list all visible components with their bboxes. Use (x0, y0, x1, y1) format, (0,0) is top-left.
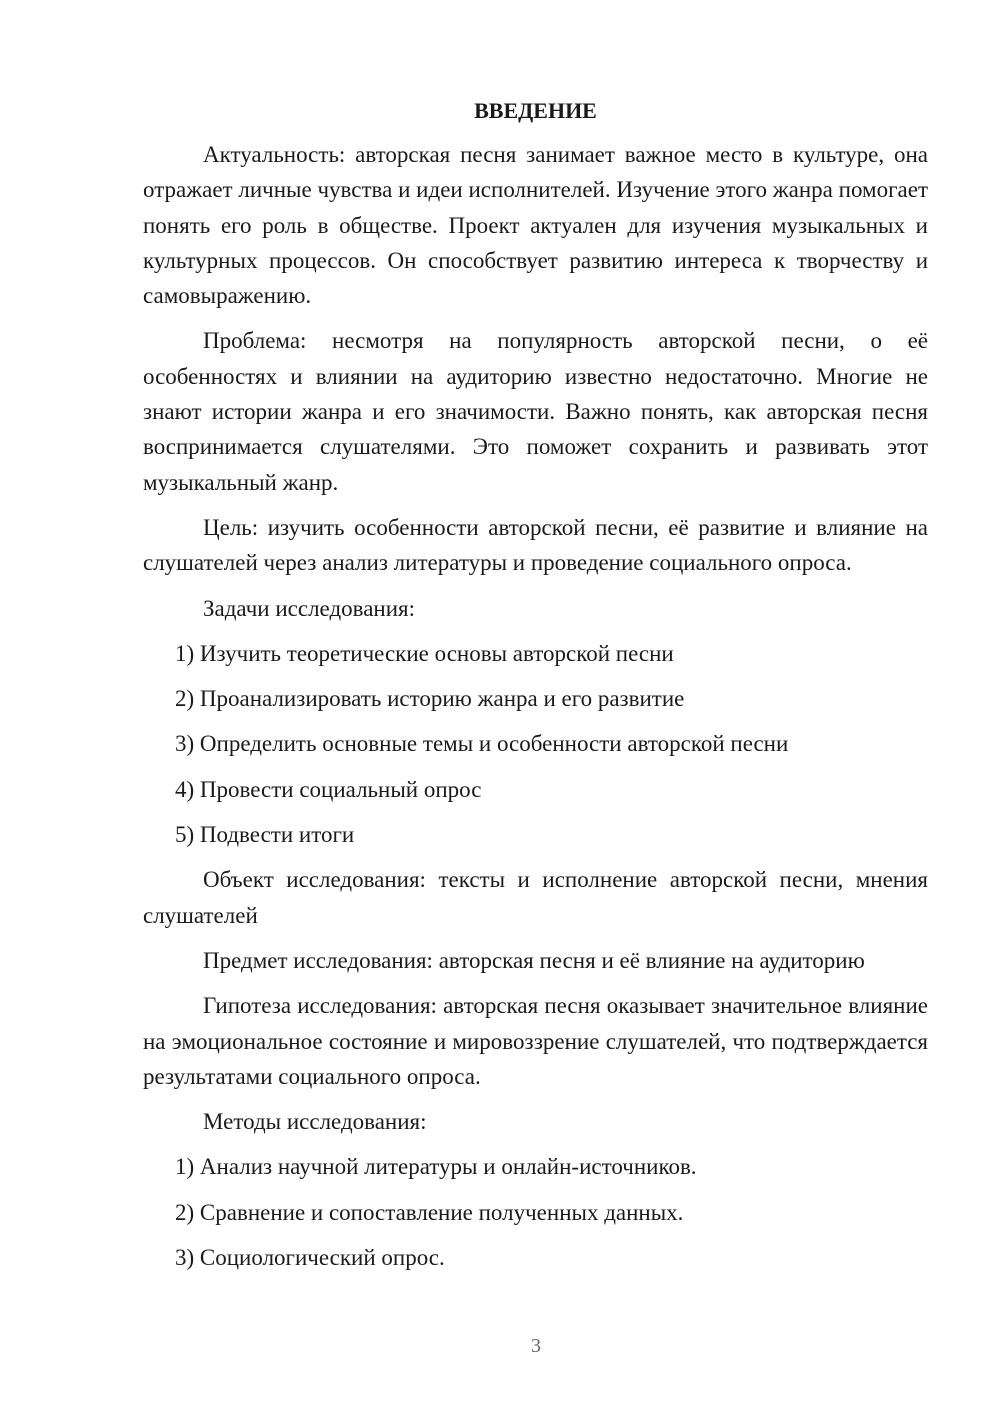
list-item: 1) Анализ научной литературы и онлайн-источников. (175, 1154, 697, 1180)
list-item: 2) Сравнение и сопоставление полученных данных. (175, 1199, 684, 1225)
problem-paragraph: Проблема: несмотря на популярность авторской песни, о её особенностях и влиянии на аудиторию известно недостаточно. Многие не знают истории жанра и его значимости. Важно понять, как авторская песня воспринимается слушателями. Это поможет сохранить и развивать этот музыкальный жанр. (143, 328, 928, 495)
object-paragraph: Объект исследования: тексты и исполнение авторской песни, мнения слушателей (143, 867, 928, 928)
list-item: 2) Проанализировать историю жанра и его развитие (175, 686, 685, 712)
tasks-heading: Задачи исследования: (203, 595, 416, 621)
hypothesis-paragraph: Гипотеза исследования: авторская песня оказывает значительное влияние на эмоциональное состояние и мировоззрение слушателей, что подтверждается результатами социального опроса. (143, 993, 928, 1089)
methods-list (143, 1149, 928, 1275)
page-content (143, 93, 928, 1285)
goal-paragraph: Цель: изучить особенности авторской песни, её развитие и влияние на слушателей через анализ литературы и проведение социального опроса. (143, 514, 928, 576)
list-item: 1) Изучить теоретические основы авторской песни (175, 640, 674, 666)
subject-paragraph: Предмет исследования: авторская песня и её влияние на аудиторию (203, 947, 865, 973)
list-item: 3) Социологический опрос. (175, 1245, 445, 1271)
methods-heading: Методы исследования: (203, 1109, 427, 1135)
page-number: 3 (531, 1335, 541, 1357)
list-item: 4) Провести социальный опрос (175, 776, 482, 802)
list-item: 3) Определить основные темы и особенности авторской песни (175, 731, 789, 757)
section-title: ВВЕДЕНИЕ (474, 98, 597, 123)
tasks-list (143, 636, 928, 852)
list-item: 5) Подвести итоги (175, 822, 355, 848)
relevance-paragraph: Актуальность: авторская песня занимает важное место в культуре, она отражает личные чувства и идеи исполнителей. Изучение этого жанра помогает понять его роль в обществе. Проект актуален для изучения музыкальных и культурных процессов. Он способствует развитию интереса к творчеству и самовыражению. (143, 142, 928, 309)
